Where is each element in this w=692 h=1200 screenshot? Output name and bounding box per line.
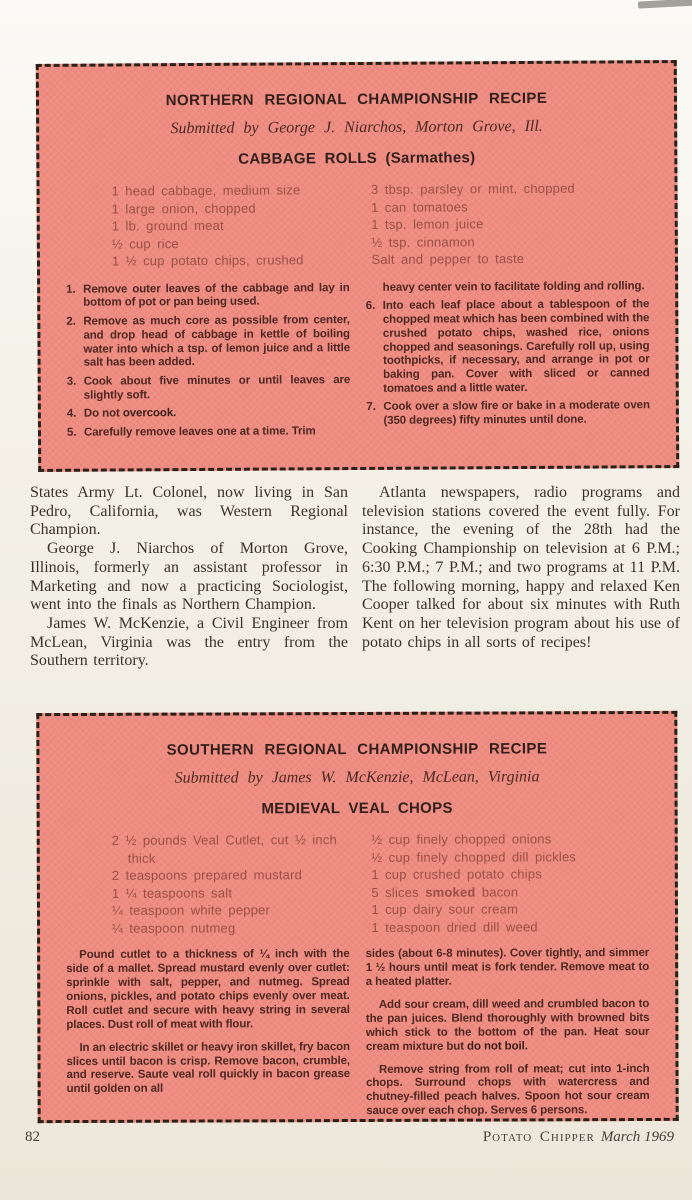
- step-number: 5.: [66, 426, 77, 439]
- direction-step-continuation: [366, 280, 650, 295]
- step-number: 4.: [66, 408, 77, 421]
- article-paragraph: Atlanta newspapers, radio programs and television stations covered the event fully. For instance, the evening of the 28th had the Cooking Championship on television at 6 P.M.; 6:30 P.M.; 7 P.M.; and two programs at 11 P.M. The following morning, happy and relaxed Ken Cooper talked for about six minutes with Ruth Kent on her television program about his use of potato chips in all sorts of recipes!: [362, 484, 680, 651]
- step-number: [366, 282, 383, 296]
- ingredient: Salt and pepper to taste: [371, 251, 525, 268]
- article-column-left: [30, 484, 348, 671]
- step-text: Cook about five minutes or until leaves are slightly soft.: [83, 373, 351, 402]
- ingredient-list-right: [357, 830, 649, 936]
- ingredient: ¼ teaspoon white pepper: [111, 902, 271, 919]
- directions-column-right: [366, 947, 650, 1128]
- article-body: [30, 484, 680, 671]
- ingredient: 3 tbsp. parsley or mint, chopped: [370, 180, 575, 198]
- step-text: Remove outer leaves of the cabbage and lay in bottom of pot or pan being used.: [83, 281, 350, 310]
- page-number: 82: [25, 1129, 40, 1145]
- article-paragraph: States Army Lt. Colonel, now living in San Pedro, California, was Western Regional Champion.: [30, 484, 348, 539]
- directions-section: [66, 947, 650, 1129]
- ingredient: 1 can tomatoes: [371, 199, 468, 215]
- ingredient: 1 cup dairy sour cream: [371, 901, 519, 918]
- journal-title: Potato Chipper: [482, 1129, 595, 1145]
- directions-column-left: [66, 282, 350, 446]
- step-text: heavy center vein to facilitate folding and rolling.: [382, 279, 645, 294]
- direction-step: [67, 425, 351, 440]
- southern-recipe-card: [36, 711, 678, 1123]
- step-number: 3.: [66, 375, 77, 388]
- ingredient: 1 cup crushed potato chips: [371, 866, 542, 883]
- ingredient: ½ cup finely chopped dill pickles: [371, 848, 577, 865]
- direction-paragraph: Add sour cream, dill weed and crumbled bacon to the pan juices. Blend thoroughly with browned bits which stick to the bottom of the pan. Heat sour cream mixture but do not boil.: [365, 997, 650, 1053]
- direction-step: [66, 314, 350, 371]
- recipe-byline: Submitted by George J. Niarchos, Morton Grove, Ill.: [170, 117, 543, 138]
- ingredient-list-left: [65, 181, 357, 270]
- direction-paragraph: sides (about 6-8 minutes). Cover tightly, and simmer 1 ½ hours until meat is fork tender. Remove meat to a heated platter.: [365, 947, 650, 988]
- ingredient: 2 ½ pounds Veal Cutlet, cut ½ inch thick: [111, 832, 337, 866]
- ingredient: ¼ teaspoon nutmeg: [112, 920, 236, 936]
- direction-paragraph: In an electric skillet or heavy iron skillet, fry bacon slices until bacon is crisp. Remove bacon, crumble, and reserve. Saute veal roll quickly in bacon grease until golden on all: [66, 1040, 351, 1096]
- direction-step: [366, 299, 650, 397]
- ingredient: 2 teaspoons prepared mustard: [111, 867, 303, 884]
- ingredient: 1 ¼ teaspoons salt: [111, 885, 233, 901]
- ingredient-list-right: [357, 179, 649, 268]
- direction-paragraph: Pound cutlet to a thickness of ¼ inch with the side of a mallet. Spread mustard evenly over cutlet: sprinkle with salt, pepper, and nutmeg. Spread onions, pickles, and potato chips evenly over meat. Roll cutlet and secure with heavy string in several places. Dust roll of meat with flour.: [66, 948, 350, 1031]
- ingredient: 5 slices smoked bacon: [371, 884, 519, 900]
- ingredient: 1 large onion, chopped: [111, 200, 256, 217]
- step-number: 2.: [66, 315, 76, 328]
- issue-date: March 1969: [600, 1129, 674, 1145]
- recipe-card-title: SOUTHERN REGIONAL CHAMPIONSHIP RECIPE: [166, 740, 548, 759]
- recipe-card-title: NORTHERN REGIONAL CHAMPIONSHIP RECIPE: [165, 89, 548, 110]
- step-number: 7.: [366, 401, 376, 414]
- article-paragraph: James W. McKenzie, a Civil Engineer from McLean, Virginia was the entry from the Southern territory.: [30, 614, 348, 670]
- ingredients-section: [66, 830, 649, 937]
- directions-section: [66, 280, 650, 446]
- ingredient: 1 head cabbage, medium size: [111, 182, 301, 199]
- article-paragraph: George J. Niarchos of Morton Grove, Illinois, formerly an assistant professor in Marketing and now a practicing Sociologist, went into the finals as Northern Champion.: [30, 540, 348, 614]
- directions-column-right: [366, 280, 650, 444]
- page-footer: [25, 1128, 674, 1146]
- direction-step: [67, 406, 351, 421]
- journal-credit: [483, 1128, 674, 1146]
- ingredient: ½ cup finely chopped onions: [371, 831, 552, 848]
- direction-step: [366, 400, 650, 429]
- ingredients-section: [65, 179, 649, 270]
- step-text: Do not overcook.: [83, 407, 177, 420]
- direction-step: [66, 282, 350, 311]
- ingredient: ½ tsp. cinnamon: [371, 233, 475, 250]
- ingredient-list-left: [66, 831, 358, 937]
- step-number: 1.: [66, 283, 76, 296]
- step-text: Carefully remove leaves one at a time. Trim: [83, 425, 316, 439]
- recipe-byline: Submitted by James W. McKenzie, McLean, Virginia: [174, 768, 540, 787]
- step-number: 6.: [365, 300, 376, 313]
- step-text: Cook over a slow fire or bake in a moderate oven (350 degrees) fifty minutes until done.: [383, 399, 650, 427]
- scan-artifact: [638, 0, 692, 9]
- recipe-name: CABBAGE ROLLS (Sarmathes): [238, 149, 476, 168]
- direction-paragraph: Remove string from roll of meat; cut into 1-inch chops. Surround chops with watercress and chutney-filled peach halves. Spoon hot sour cream sauce over each chop. Serves 6 persons.: [366, 1062, 650, 1118]
- step-text: Into each leaf place about a tablespoon of the chopped meat which has been combined with the crushed potato chips, washed rice, onions chopped and seasonings. Carefully roll up, using toothpicks, if necessary, and arrange in pot or baking pan. Cover with sliced or canned tomatoes and a little water.: [382, 298, 650, 395]
- ingredient: ½ cup rice: [111, 235, 179, 252]
- direction-step: [67, 374, 351, 403]
- northern-recipe-card: [36, 60, 679, 472]
- article-column-right: [362, 484, 680, 671]
- ingredient: 1 ½ cup potato chips, crushed: [111, 252, 304, 269]
- ingredient: 1 lb. ground meat: [111, 218, 224, 234]
- ingredient: 1 tsp. lemon juice: [371, 216, 484, 233]
- step-text: Remove as much core as possible from center, and drop head of cabbage in kettle of boiling water into which a tsp. of lemon juice and a little salt has been added.: [83, 314, 351, 369]
- ingredient: 1 teaspoon dried dill weed: [371, 919, 538, 935]
- recipe-name: MEDIEVAL VEAL CHOPS: [261, 799, 453, 818]
- directions-column-left: [66, 948, 350, 1129]
